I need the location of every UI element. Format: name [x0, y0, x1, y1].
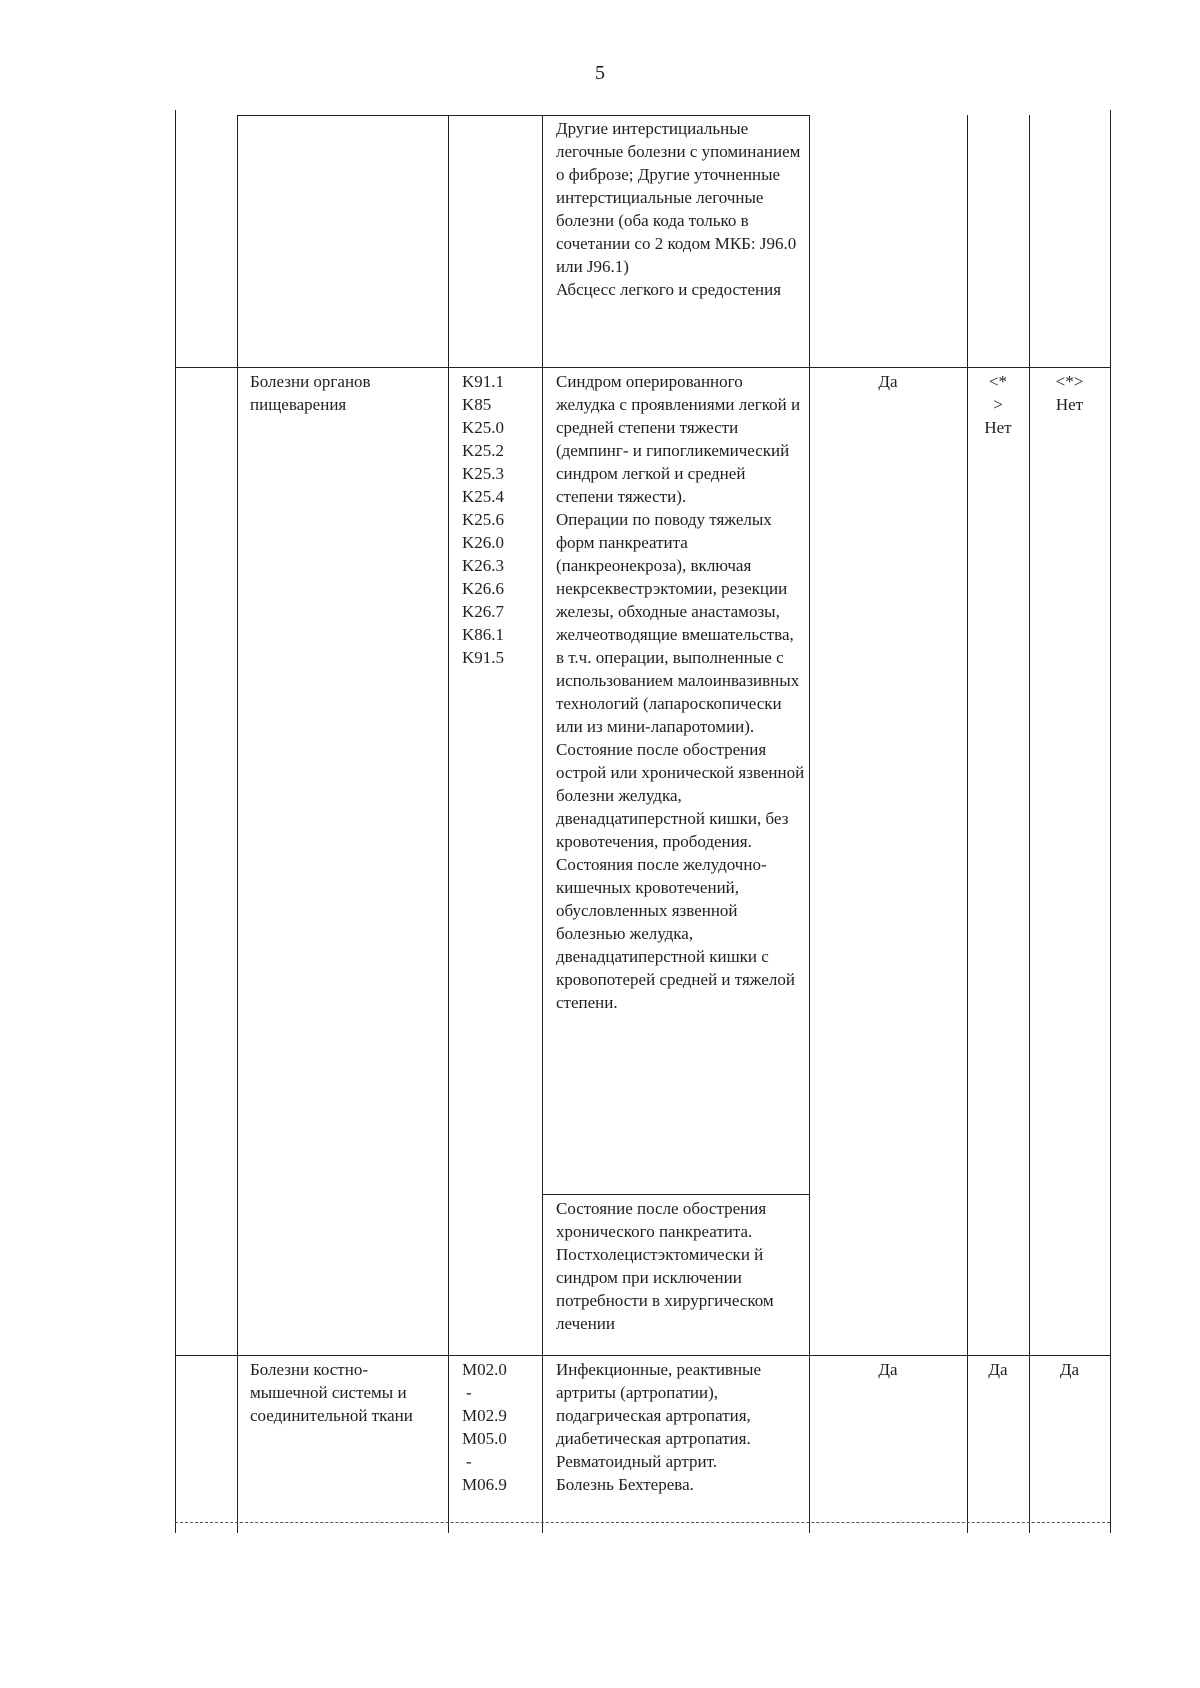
icd-code: M02.0: [462, 1360, 507, 1379]
column-c-value: <*> Нет: [1055, 372, 1084, 414]
table-bottom-cut: [175, 1522, 1110, 1523]
cell-divider: [542, 1194, 809, 1195]
icd-code: K91.5: [462, 648, 505, 667]
icd-code: K25.0: [462, 418, 505, 437]
column-a-value: Да: [878, 372, 898, 391]
icd-code: K26.0: [462, 533, 505, 552]
icd-code: -: [466, 1383, 472, 1402]
icd-code: K86.1: [462, 625, 505, 644]
icd-code: K26.3: [462, 556, 505, 575]
row-divider: [175, 1355, 1110, 1356]
column-c-value: Да: [1059, 1360, 1080, 1379]
column-divider: [1029, 115, 1030, 1533]
icd-code: K25.3: [462, 464, 505, 483]
icd-code: -: [466, 1452, 472, 1471]
icd-code: K26.7: [462, 602, 505, 621]
condition-text: Другие интерстициальные легочные болезни с упоминанием о фиброзе; Другие уточненные интерстициальные легочные болезни (оба кода только в сочетании со 2 кодом МКБ: J96.0 или J96.1) Абсцесс легкого и средостения: [556, 119, 801, 299]
disease-group: Болезни костно-мышечной системы и соединительной ткани: [250, 1360, 413, 1425]
column-divider: [448, 115, 449, 1533]
condition-text: Состояние после обострения хронического панкреатита. Постхолецистэктомически й синдром при исключении потребности в хирургическом лечении: [556, 1199, 774, 1333]
column-divider: [809, 115, 810, 1533]
icd-code-list: [462, 1358, 542, 1496]
column-divider: [237, 115, 238, 1533]
icd-code: M06.9: [462, 1475, 507, 1494]
row-divider: [175, 367, 1110, 368]
page-number: 5: [595, 62, 605, 84]
column-b-value: Да: [988, 1360, 1008, 1379]
table-border-left: [175, 110, 176, 1533]
table-border-right: [1110, 110, 1111, 1533]
disease-group: Болезни органов пищеварения: [250, 372, 371, 414]
icd-code: M05.0: [462, 1429, 507, 1448]
column-divider: [542, 115, 543, 1533]
icd-code: K91.1: [462, 372, 505, 391]
column-b-value: <* > Нет: [984, 372, 1012, 437]
icd-code: K25.6: [462, 510, 505, 529]
column-a-value: Да: [878, 1360, 898, 1379]
icd-code: K25.2: [462, 441, 505, 460]
icd-code: K26.6: [462, 579, 505, 598]
icd-code-list: [462, 370, 542, 669]
icd-code: K25.4: [462, 487, 505, 506]
table-top-border: [237, 115, 809, 116]
icd-code: K85: [462, 395, 492, 414]
column-divider: [967, 115, 968, 1533]
condition-text: Синдром оперированного желудка с проявлениями легкой и средней степени тяжести (демпинг- и гипогликемический синдром легкой и средней степени тяжести). Операции по поводу тяжелых форм панкреатита (панкреонекроза), включая некрсеквестрэктомии, резекции железы, обходные анастамозы, желчеотводящие вмешательства, в т.ч. операции, выполненные с использованием малоинвазивных технологий (лапароскопически или из мини-лапаротомии). Состояние после обострения острой или хронической язвенной болезни желудка, двенадцатиперстной кишки, без кровотечения, прободения. Состояния после желудочно-кишечных кровотечений, обусловленных язвенной болезнью желудка, двенадцатиперстной кишки с кровопотерей средней и тяжелой степени.: [556, 372, 805, 1012]
icd-code: M02.9: [462, 1406, 507, 1425]
condition-text: Инфекционные, реактивные артриты (артропатии), подагрическая артропатия, диабетическая артропатия. Ревматоидный артрит. Болезнь Бехтерева.: [556, 1360, 762, 1494]
